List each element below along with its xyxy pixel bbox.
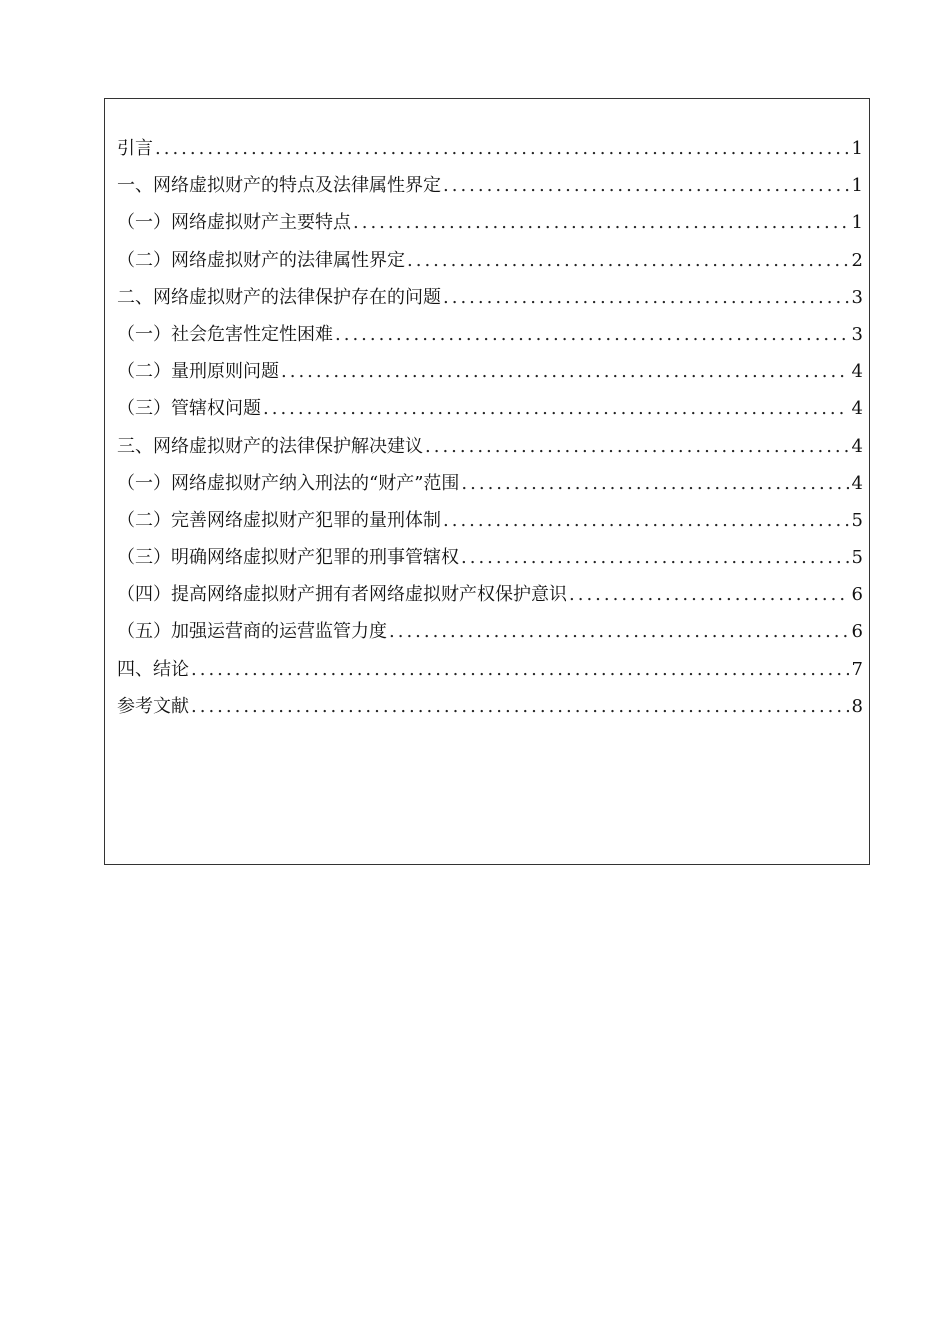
toc-page-number: 5 bbox=[851, 509, 863, 531]
toc-page-number: 2 bbox=[851, 249, 863, 271]
toc-entry-introduction[interactable] bbox=[117, 130, 863, 167]
toc-entry-section-3-1[interactable] bbox=[117, 465, 863, 502]
toc-list bbox=[117, 130, 863, 725]
toc-dot-leader bbox=[443, 502, 849, 539]
toc-page-number: 3 bbox=[851, 323, 863, 345]
toc-entry-label: （三）明确网络虚拟财产犯罪的刑事管辖权 bbox=[117, 547, 459, 569]
toc-entry-label: （二）量刑原则问题 bbox=[117, 361, 279, 383]
toc-entry-section-3-3[interactable] bbox=[117, 539, 863, 576]
toc-page-number: 4 bbox=[851, 435, 863, 457]
table-of-contents-box bbox=[104, 98, 870, 865]
toc-entry-label: 四、结论 bbox=[117, 658, 189, 680]
toc-page-number: 1 bbox=[851, 212, 863, 234]
toc-dot-leader bbox=[353, 204, 849, 241]
toc-entry-label: 二、网络虚拟财产的法律保护存在的问题 bbox=[117, 286, 441, 308]
toc-dot-leader bbox=[425, 428, 849, 465]
toc-entry-label: （四）提高网络虚拟财产拥有者网络虚拟财产权保护意识 bbox=[117, 584, 567, 606]
toc-entry-section-2-2[interactable] bbox=[117, 353, 863, 390]
toc-dot-leader bbox=[389, 613, 849, 650]
toc-dot-leader bbox=[461, 465, 849, 502]
toc-page-number: 3 bbox=[851, 286, 863, 308]
toc-page-number: 1 bbox=[851, 138, 863, 159]
toc-dot-leader bbox=[155, 130, 849, 167]
toc-entry-label: （一）网络虚拟财产主要特点 bbox=[117, 212, 351, 234]
toc-entry-chapter-2[interactable] bbox=[117, 279, 863, 316]
toc-dot-leader bbox=[443, 167, 849, 204]
toc-entry-chapter-3[interactable] bbox=[117, 428, 863, 465]
toc-entry-section-1-2[interactable] bbox=[117, 242, 863, 279]
toc-entry-references[interactable] bbox=[117, 688, 863, 725]
toc-page-number: 4 bbox=[851, 398, 863, 420]
toc-dot-leader bbox=[569, 576, 849, 613]
toc-entry-label: （一）网络虚拟财产纳入刑法的“财产”范围 bbox=[117, 472, 460, 494]
toc-dot-leader bbox=[443, 279, 849, 316]
toc-entry-chapter-4[interactable] bbox=[117, 651, 863, 688]
toc-entry-label: （一）社会危害性定性困难 bbox=[117, 323, 333, 345]
toc-page-number: 4 bbox=[851, 472, 863, 494]
toc-dot-leader bbox=[335, 316, 849, 353]
toc-entry-label: （二）完善网络虚拟财产犯罪的量刑体制 bbox=[117, 509, 441, 531]
toc-entry-label: 一、网络虚拟财产的特点及法律属性界定 bbox=[117, 175, 441, 197]
toc-dot-leader bbox=[461, 539, 849, 576]
toc-page-number: 8 bbox=[851, 695, 863, 717]
toc-entry-section-1-1[interactable] bbox=[117, 204, 863, 241]
toc-entry-label: （三）管辖权问题 bbox=[117, 398, 261, 420]
toc-dot-leader bbox=[263, 390, 849, 427]
toc-entry-chapter-1[interactable] bbox=[117, 167, 863, 204]
toc-entry-section-3-4[interactable] bbox=[117, 576, 863, 613]
toc-page-number: 7 bbox=[851, 658, 863, 680]
toc-page-number: 4 bbox=[851, 361, 863, 383]
toc-entry-section-2-3[interactable] bbox=[117, 390, 863, 427]
toc-entry-label: 参考文献 bbox=[117, 695, 189, 717]
toc-page-number: 1 bbox=[851, 175, 863, 197]
toc-entry-section-2-1[interactable] bbox=[117, 316, 863, 353]
toc-entry-label: （五）加强运营商的运营监管力度 bbox=[117, 621, 387, 643]
toc-entry-label: 三、网络虚拟财产的法律保护解决建议 bbox=[117, 435, 423, 457]
toc-page-number: 5 bbox=[851, 547, 863, 569]
toc-page-number: 6 bbox=[851, 584, 863, 606]
toc-dot-leader bbox=[281, 353, 849, 390]
toc-dot-leader bbox=[191, 651, 849, 688]
toc-page-number: 6 bbox=[851, 621, 863, 643]
toc-dot-leader bbox=[191, 688, 849, 725]
toc-entry-section-3-5[interactable] bbox=[117, 613, 863, 650]
toc-entry-label: 引言 bbox=[117, 138, 153, 159]
toc-entry-section-3-2[interactable] bbox=[117, 502, 863, 539]
toc-dot-leader bbox=[407, 242, 849, 279]
toc-entry-label: （二）网络虚拟财产的法律属性界定 bbox=[117, 249, 405, 271]
